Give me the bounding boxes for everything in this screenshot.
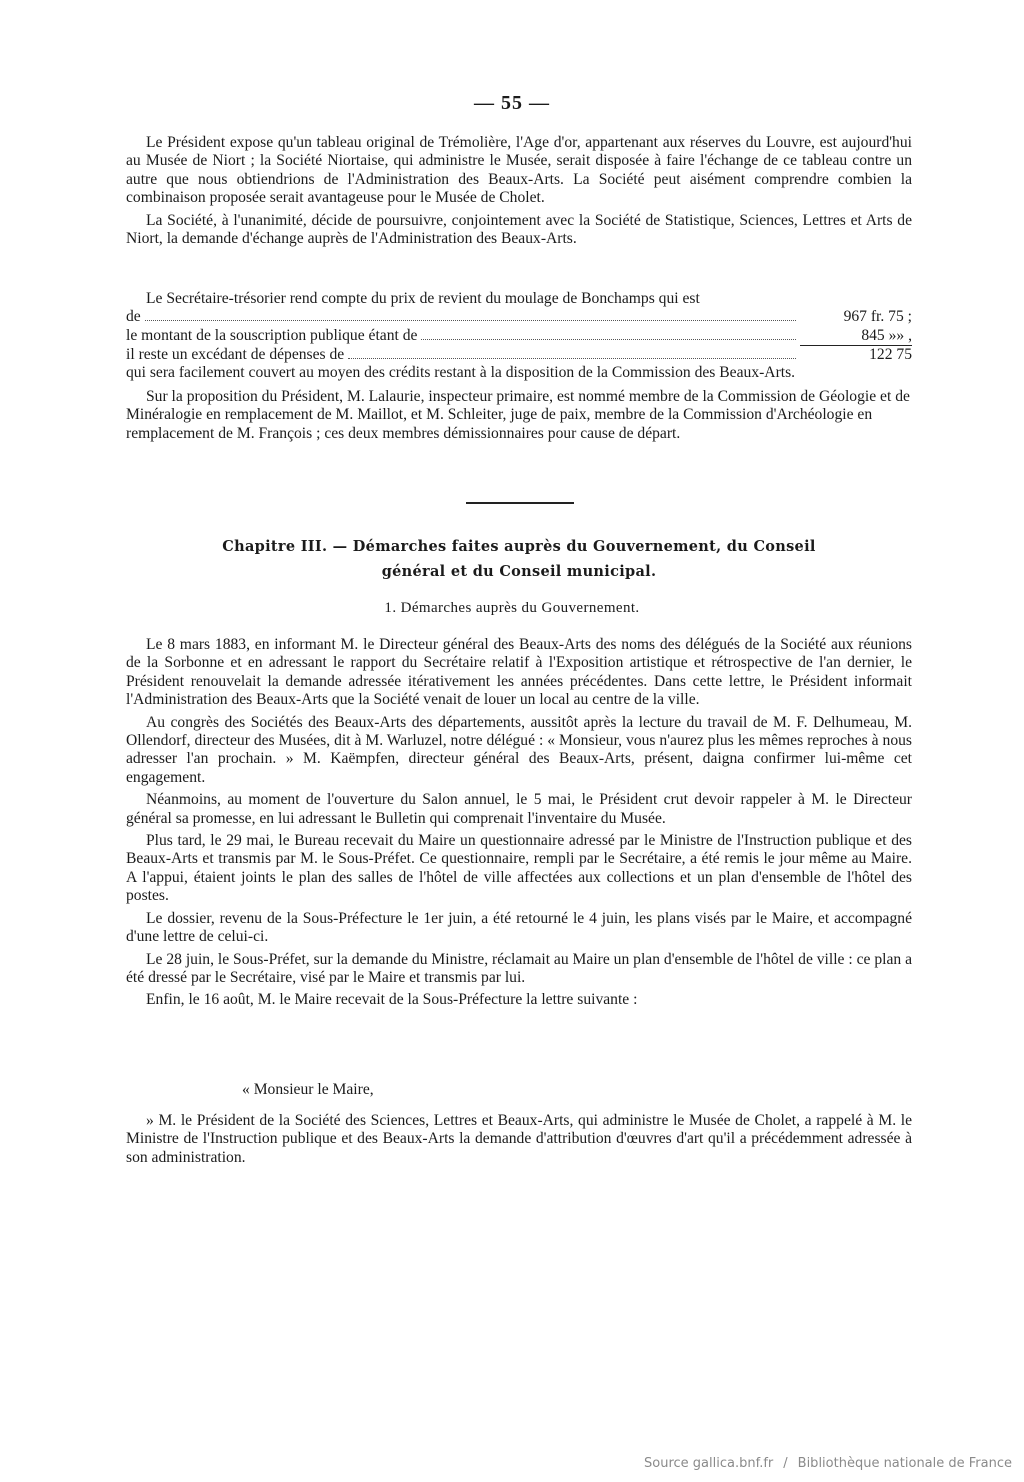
accounts-row	[126, 308, 912, 326]
footer-separator: /	[783, 1456, 788, 1471]
paragraph: Au congrès des Sociétés des Beaux-Arts des départements, aussitôt après la lecture du travail de M. F. Delhumeau, M. Ollendorf, directeur des Musées, dit à M. Warluzel, notre délégué : « Monsieur, vous n'aurez plus les mêmes reproches à nous adresser l'an prochain. » M. Kaëmpfen, directeur général des Beaux-Arts, présent, daigna confirmer lui-même cet engagement.	[126, 713, 912, 786]
footer-library-link[interactable]: Bibliothèque nationale de France	[797, 1456, 1012, 1471]
paragraph: Le 28 juin, le Sous-Préfet, sur la demande du Ministre, réclamait au Maire un plan d'ensemble de l'hôtel de ville : ce plan a été dressé par le Secrétaire, visé par le Maire et transmis par lui.	[126, 950, 913, 986]
accounts-row-amount: 122 75	[800, 345, 912, 364]
section-divider	[466, 502, 574, 504]
accounts-statement	[126, 290, 912, 447]
chapter-heading	[126, 534, 912, 584]
leader-dots	[145, 320, 796, 321]
accounts-row	[126, 327, 912, 345]
chapter-heading-line: général et du Conseil municipal.	[381, 563, 657, 580]
paragraph: Enfin, le 16 août, M. le Maire recevait de la Sous-Préfecture la lettre suivante :	[146, 991, 638, 1009]
paragraph: Néanmoins, au moment de l'ouverture du Salon annuel, le 5 mai, le Président crut devoir rappeler à M. le Directeur général sa promesse, en lui adressant le Bulletin qui comprenait l'inventaire du Musée.	[126, 791, 912, 827]
accounts-row-label: il reste un excédant de dépenses de	[126, 346, 345, 364]
accounts-row	[126, 345, 912, 363]
paragraph-tableau-age-dor: Le Président expose qu'un tableau original de Trémolière, l'Age d'or, appartenant aux réserves du Louvre, est aujourd'hui au Musée de Niort ; la Société Niortaise, qui administre le Musée, serait disposée à faire l'échange de ce tableau contre un autre que nous obtiendrions de l'Administration des Beaux-Arts. La Société peut aisément comprendre combien la combinaison proposée serait avantageuse pour le Musée de Cholet.	[126, 134, 912, 207]
top-paragraphs	[126, 134, 912, 252]
paragraph: Plus tard, le 29 mai, le Bureau recevait du Maire un questionnaire adressé par le Ministre de l'Instruction publique et des Beaux-Arts et transmis par M. le Sous-Préfet. Ce questionnaire, rempli par le Secrétaire, a été remis le jour même au Maire. A l'appui, étaient joints le plan des salles de l'hôtel de ville affectées aux collections et un plan d'ensemble de l'hôtel des postes.	[126, 832, 912, 905]
letter-paragraph: » M. le Président de la Société des Sciences, Lettres et Beaux-Arts, qui administre le Musée de Cholet, a rappelé à M. le Ministre de l'Instruction publique et des Beaux-Arts la demande d'attribution d'œuvres d'art qu'il a précédemment adressée à son administration.	[126, 1112, 912, 1166]
source-footer	[644, 1456, 1012, 1471]
section-heading: 1. Démarches auprès du Gouvernement.	[384, 600, 640, 616]
accounts-row-label: le montant de la souscription publique étant de	[126, 326, 418, 344]
footer-source-link[interactable]: Source gallica.bnf.fr	[644, 1456, 774, 1471]
leader-dots	[348, 358, 796, 359]
letter-body	[126, 1112, 912, 1171]
paragraph: Le dossier, revenu de la Sous-Préfecture le 1er juin, a été retourné le 4 juin, les plans visés par le Maire, et accompagné d'une lettre de celui-ci.	[126, 909, 912, 946]
leader-dots	[421, 339, 796, 340]
accounts-row-amount: 967 fr. 75 ;	[843, 308, 912, 326]
chapter-heading-line: Chapitre III. — Démarches faites auprès du Gouvernement, du Conseil	[222, 538, 816, 555]
accounts-row-amount: 845 »» ,	[861, 326, 912, 344]
paragraph-demande-echange: La Société, à l'unanimité, décide de poursuivre, conjointement avec la Société de Statistique, Sciences, Lettres et Arts de Niort, la demande d'échange auprès de l'Administration des Beaux-Arts.	[126, 211, 912, 248]
letter-salutation: « Monsieur le Maire,	[242, 1081, 374, 1098]
paragraph: Le 8 mars 1883, en informant M. le Directeur général des Beaux-Arts des noms des délégués de la Société aux réunions de la Sorbonne et en adressant le rapport du Secrétaire relatif à l'Exposition artistique et rétrospective de l'an dernier, le Président renouvelait la demande adressée itérativement les années précédentes. Dans cette lettre, le Président informait l'Administration des Beaux-Arts que la Société venait de louer un local au centre de la ville.	[126, 636, 912, 709]
chapter-body	[126, 636, 912, 1014]
paragraph-nomination: Sur la proposition du Président, M. Lalaurie, inspecteur primaire, est nommé membre de la Commission de Géologie et de Minéralogie en remplacement de M. Maillot, et M. Schleiter, juge de paix, membre de la Commission d'Archéologie en remplacement de M. François ; ces deux membres démissionnaires pour cause de départ.	[126, 387, 910, 442]
accounts-outro: qui sera facilement couvert au moyen des crédits restant à la disposition de la Commission des Beaux-Arts.	[126, 363, 796, 381]
page-number: — 55 —	[474, 92, 550, 114]
accounts-row-label: de	[126, 308, 141, 326]
accounts-intro: Le Secrétaire-trésorier rend compte du prix de revient du moulage de Bonchamps qui est	[146, 290, 700, 307]
